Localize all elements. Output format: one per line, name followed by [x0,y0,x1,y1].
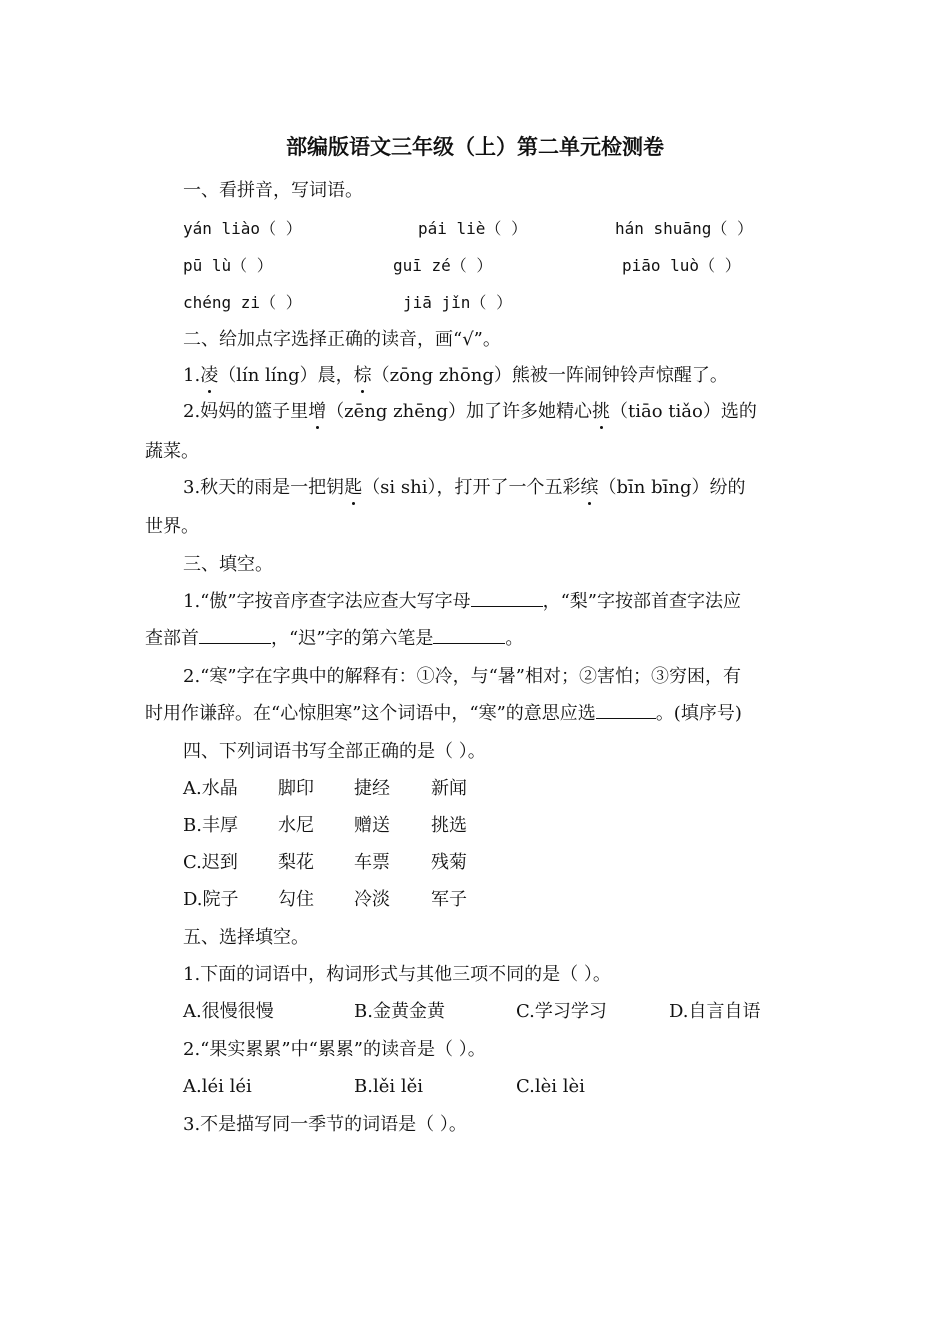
pinyin-item: piāo luò（ ） [622,256,741,275]
pinyin-item: hán shuāng（ ） [615,219,753,238]
answer-blank[interactable] [199,627,271,644]
question-text: （bīn bīng）纷的 [598,477,746,498]
pinyin-item: pái liè（ ） [418,219,528,238]
option-text: C.lèi lèi [516,1076,585,1097]
section-3-heading: 三、填空。 [183,554,273,575]
question-text: （lín líng）晨， [218,365,354,386]
option-text: 梨花 [278,852,314,873]
option-text: C.学习学习 [516,1001,607,1022]
section-4-heading: 四、下列词语书写全部正确的是（ ）。 [183,741,486,762]
option-text: 赠送 [354,815,390,836]
page-title: 部编版语文三年级（上）第二单元检测卷 [286,134,664,159]
question-text: 。 [505,628,524,649]
option-text: A.很慢很慢 [183,1001,274,1022]
option-text: B.丰厚 [183,815,238,836]
option-text: 勾住 [278,889,314,910]
question-text: ，“迟”字的第六笔是 [271,628,434,649]
dotted-char: 增 [308,401,327,422]
answer-blank[interactable] [471,590,543,607]
question-text: 查部首 [145,628,199,649]
question-2-2 [183,400,757,424]
dotted-char: 凌 [200,365,219,386]
question-5-2: 2.“果实累累”中“累累”的读音是（ ）。 [183,1039,486,1060]
section-2-heading: 二、给加点字选择正确的读音，画“√”。 [183,329,501,350]
question-3-1 [183,590,741,614]
question-text: （tiāo tiǎo）选的 [610,401,757,422]
pinyin-item: chéng zi（ ） [183,293,302,312]
question-text: 1.“傲”字按音序查字法应查大写字母 [183,591,471,612]
question-text: 1. [183,365,201,386]
section-5-heading: 五、选择填空。 [183,927,309,948]
section-1-heading: 一、看拼音，写词语。 [183,180,363,201]
option-text: 车票 [354,852,390,873]
question-text: （zēng zhēng）加了许多她精心 [326,401,593,422]
option-text: C.迟到 [183,852,238,873]
option-text: B.金黄金黄 [354,1001,445,1022]
option-text: D.自言自语 [669,1001,761,1022]
option-text: A.水晶 [183,778,238,799]
option-text: 脚印 [278,778,314,799]
pinyin-item: guī zé（ ） [393,256,493,275]
dotted-char: 棕 [353,365,372,386]
option-text: 捷经 [354,778,390,799]
question-2-3 [183,476,746,500]
pinyin-item: pū lù（ ） [183,256,273,275]
option-text: B.lěi lěi [354,1076,424,1097]
answer-blank[interactable] [433,627,505,644]
question-text: 2.妈妈的篮子里 [183,401,309,422]
option-text: 水尼 [278,815,314,836]
pinyin-item: yán liào（ ） [183,219,302,238]
question-text: （si shi），打开了一个五彩 [362,477,581,498]
question-2-2-cont: 蔬菜。 [145,441,199,462]
pinyin-item: jiā jǐn（ ） [403,293,513,312]
dotted-char: 挑 [592,401,611,422]
question-text: 时用作谦辞。在“心惊胆寒”这个词语中，“寒”的意思应选 [145,703,596,724]
option-text: 挑选 [431,815,467,836]
option-text: D.院子 [183,889,239,910]
question-3-2: 2.“寒”字在字典中的解释有：①冷，与“暑”相对；②害怕；③穷困，有 [183,666,741,687]
question-5-1: 1.下面的词语中，构词形式与其他三项不同的是（ ）。 [183,964,611,985]
answer-blank[interactable] [596,702,656,719]
option-text: 军子 [431,889,467,910]
question-2-3-cont: 世界。 [145,516,199,537]
question-3-1-cont [145,627,523,651]
question-text: 3.秋天的雨是一把钥 [183,477,345,498]
dotted-char: 匙 [344,477,363,498]
question-text: （zōng zhōng）熊被一阵闹钟铃声惊醒了。 [371,365,728,386]
option-text: 冷淡 [354,889,390,910]
dotted-char: 缤 [580,477,599,498]
question-2-1 [183,364,728,388]
question-text: 。(填序号) [655,703,742,724]
question-3-2-cont [145,702,742,726]
option-text: 残菊 [431,852,467,873]
question-5-3: 3.不是描写同一季节的词语是（ ）。 [183,1114,467,1135]
option-text: A.léi léi [183,1076,252,1097]
question-text: ，“梨”字按部首查字法应 [542,591,741,612]
option-text: 新闻 [431,778,467,799]
